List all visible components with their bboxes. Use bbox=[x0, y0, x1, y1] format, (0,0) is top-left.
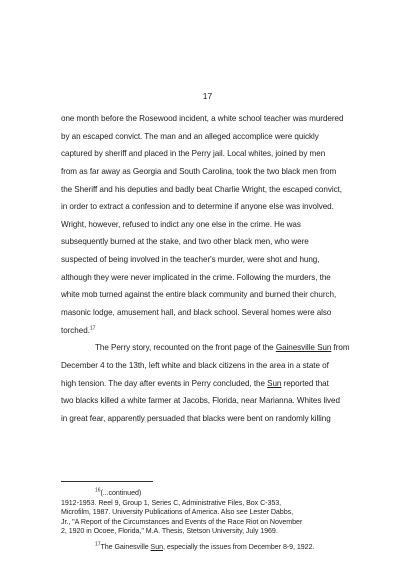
text-run: captured by sheriff and placed in the Perry jail. Local whites, joined by men bbox=[61, 149, 326, 159]
text-run: Wright, however, refused to indict any one else in the crime. He was bbox=[61, 219, 301, 229]
footnote-marker: 17 bbox=[95, 541, 101, 548]
footnote-line bbox=[61, 543, 391, 553]
body-line bbox=[61, 272, 379, 290]
text-run: Jr., "A Report of the Circumstances and Events of the Race Riot on November bbox=[61, 517, 303, 526]
text-run: from as far away as Georgia and South Carolina, took the two black men from bbox=[61, 166, 337, 176]
body-line bbox=[61, 166, 379, 184]
text-run: The Gainesville bbox=[100, 542, 151, 551]
footnote-line bbox=[61, 508, 391, 518]
body-line bbox=[61, 378, 379, 396]
body-text bbox=[61, 113, 379, 431]
text-run: in order to extract a confession and to determine if anyone else was involved. bbox=[61, 202, 334, 212]
text-run: suspected of being involved in the teacher's murder, were shot and hung, bbox=[61, 255, 320, 265]
underlined-title: Sun bbox=[150, 542, 164, 551]
text-run: The Perry story, recounted on the front page of the bbox=[95, 343, 276, 353]
footnote-line bbox=[61, 489, 391, 499]
body-line bbox=[61, 360, 379, 378]
body-line bbox=[61, 289, 379, 307]
text-run: one month before the Rosewood incident, a white school teacher was murdered bbox=[61, 114, 344, 123]
text-run: the Sheriff and his deputies and badly beat Charlie Wright, the escaped convict, bbox=[61, 184, 342, 194]
body-line bbox=[61, 342, 379, 360]
footnotes bbox=[61, 489, 391, 552]
text-run: masonic lodge, amusement hall, and black school. Several homes were also bbox=[61, 308, 332, 318]
text-run: by an escaped convict. The man and an alleged accomplice were quickly bbox=[61, 131, 319, 141]
body-line bbox=[61, 236, 379, 254]
text-run: high tension. The day after events in Perry concluded, the bbox=[61, 378, 268, 388]
text-run: although they were never implicated in the crime. Following the murders, the bbox=[61, 272, 331, 282]
body-line bbox=[61, 219, 379, 237]
page-number: 17 bbox=[202, 91, 213, 101]
body-line bbox=[61, 184, 379, 202]
footnote bbox=[61, 489, 391, 537]
footnote-marker: 17 bbox=[89, 325, 96, 331]
footnote-separator bbox=[61, 481, 153, 482]
text-run: 1912-1953. Reel 9, Group 1, Series C, Administrative Files, Box C-353, bbox=[61, 498, 282, 507]
body-line bbox=[61, 307, 379, 325]
text-run: (...continued) bbox=[100, 489, 142, 497]
underlined-title: Gainesville Sun bbox=[275, 343, 332, 353]
text-run: white mob turned against the entire black community and burned their church, bbox=[61, 290, 337, 300]
body-line bbox=[61, 131, 379, 149]
footnote-line bbox=[61, 518, 391, 528]
text-run: , especially the issues from December 8-9, 1922. bbox=[163, 542, 315, 551]
text-run: reported that bbox=[281, 378, 329, 388]
text-run: 2, 1920 in Ocoee, Florida," M.A. Thesis, Stetson University, July 1969. bbox=[61, 527, 278, 535]
footnote-line bbox=[61, 499, 391, 509]
underlined-title: Sun bbox=[267, 378, 282, 388]
footnote-line bbox=[61, 527, 391, 537]
footnote-marker: 16 bbox=[95, 487, 101, 494]
body-line bbox=[61, 148, 379, 166]
body-line bbox=[61, 113, 379, 131]
body-line bbox=[61, 201, 379, 219]
body-line bbox=[61, 325, 379, 343]
text-run: from bbox=[331, 343, 350, 353]
text-run: Microfilm, 1987. University Publications of America. Also see Lester Dabbs, bbox=[61, 508, 294, 516]
text-run: December 4 to the 13th, left white and black citizens in the area in a state of bbox=[61, 360, 329, 370]
footnote bbox=[61, 543, 391, 553]
text-run: torched. bbox=[61, 325, 90, 335]
body-line bbox=[61, 254, 379, 272]
body-line bbox=[61, 413, 379, 431]
text-run: two blacks killed a white farmer at Jacobs, Florida, near Marianna. Whites lived bbox=[61, 396, 340, 406]
body-line bbox=[61, 395, 379, 413]
text-run: subsequently burned at the stake, and two other black men, who were bbox=[61, 237, 309, 247]
text-run: in great fear, apparently persuaded that blacks were bent on randomly killing bbox=[61, 413, 331, 423]
